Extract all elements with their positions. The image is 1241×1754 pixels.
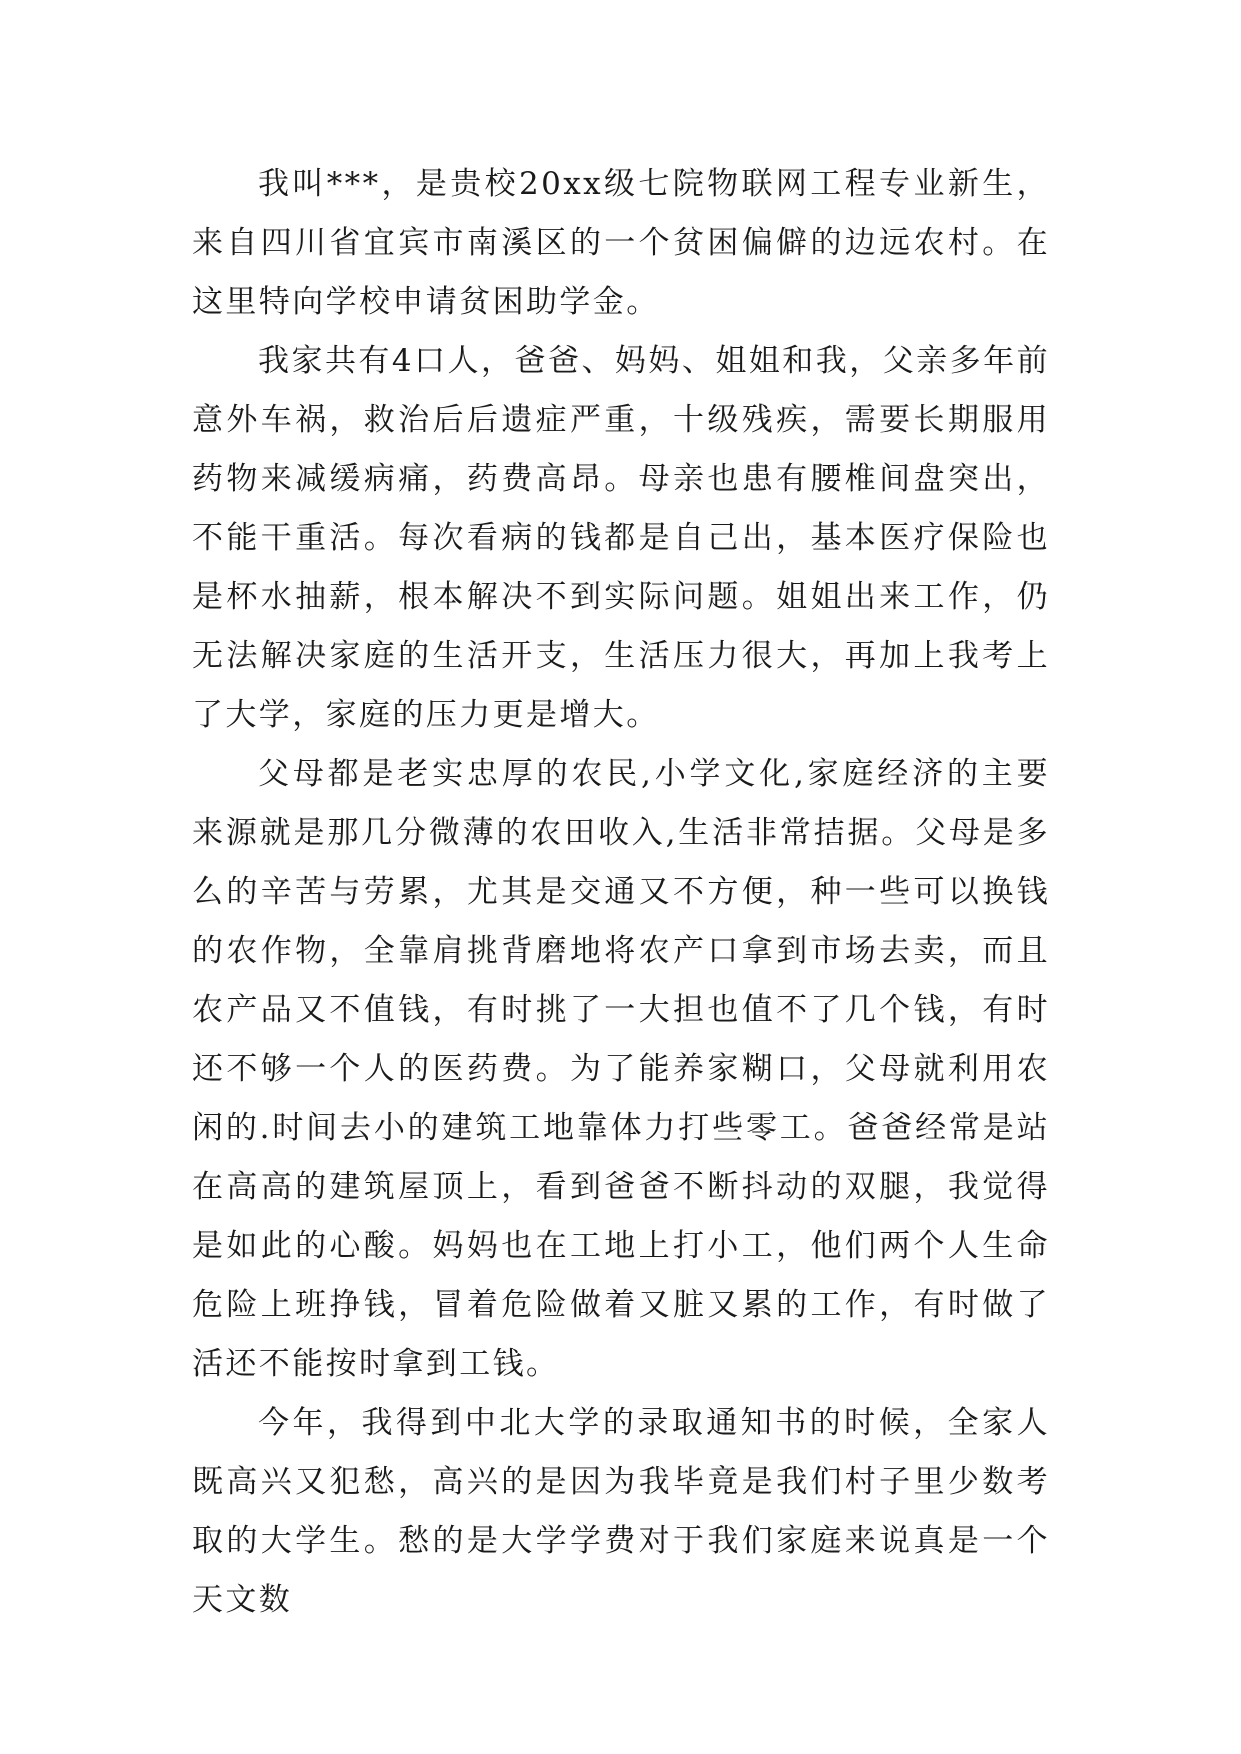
paragraph-parents-work: 父母都是老实忠厚的农民,小学文化,家庭经济的主要来源就是那几分微薄的农田收入,生活非常拮据。父母是多么的辛苦与劳累，尤其是交通又不方便，种一些可以换钱的农作物，全靠肩挑背磨地将农产口拿到市场去卖，而且农产品又不值钱，有时挑了一大担也值不了几个钱，有时还不够一个人的医药费。为了能养家糊口，父母就利用农闲的.时间去小的建筑工地靠体力打些零工。爸爸经常是站在高高的建筑屋顶上，看到爸爸不断抖动的双腿，我觉得是如此的心酸。妈妈也在工地上打小工，他们两个人生命危险上班挣钱，冒着危险做着又脏又累的工作，有时做了活还不能按时拿到工钱。 [192, 756, 1050, 1382]
document-body [192, 155, 1050, 1630]
paragraph-family-situation: 我家共有4口人，爸爸、妈妈、姐姐和我，父亲多年前意外车祸，救治后后遗症严重，十级残疾，需要长期服用药物来减缓病痛，药费高昂。母亲也患有腰椎间盘突出，不能干重活。每次看病的钱都是自己出，基本医疗保险也是杯水抽薪，根本解决不到实际问题。姐姐出来工作，仍无法解决家庭的生活开支，生活压力很大，再加上我考上了大学，家庭的压力更是增大。 [192, 343, 1050, 733]
paragraph-self-introduction: 我叫***，是贵校20xx级七院物联网工程专业新生，来自四川省宜宾市南溪区的一个贫困偏僻的边远农村。在这里特向学校申请贫困助学金。 [192, 166, 1050, 320]
paragraph-admission: 今年，我得到中北大学的录取通知书的时候，全家人既高兴又犯愁，高兴的是因为我毕竟是我们村子里少数考取的大学生。愁的是大学学费对于我们家庭来说真是一个天文数 [192, 1405, 1050, 1618]
